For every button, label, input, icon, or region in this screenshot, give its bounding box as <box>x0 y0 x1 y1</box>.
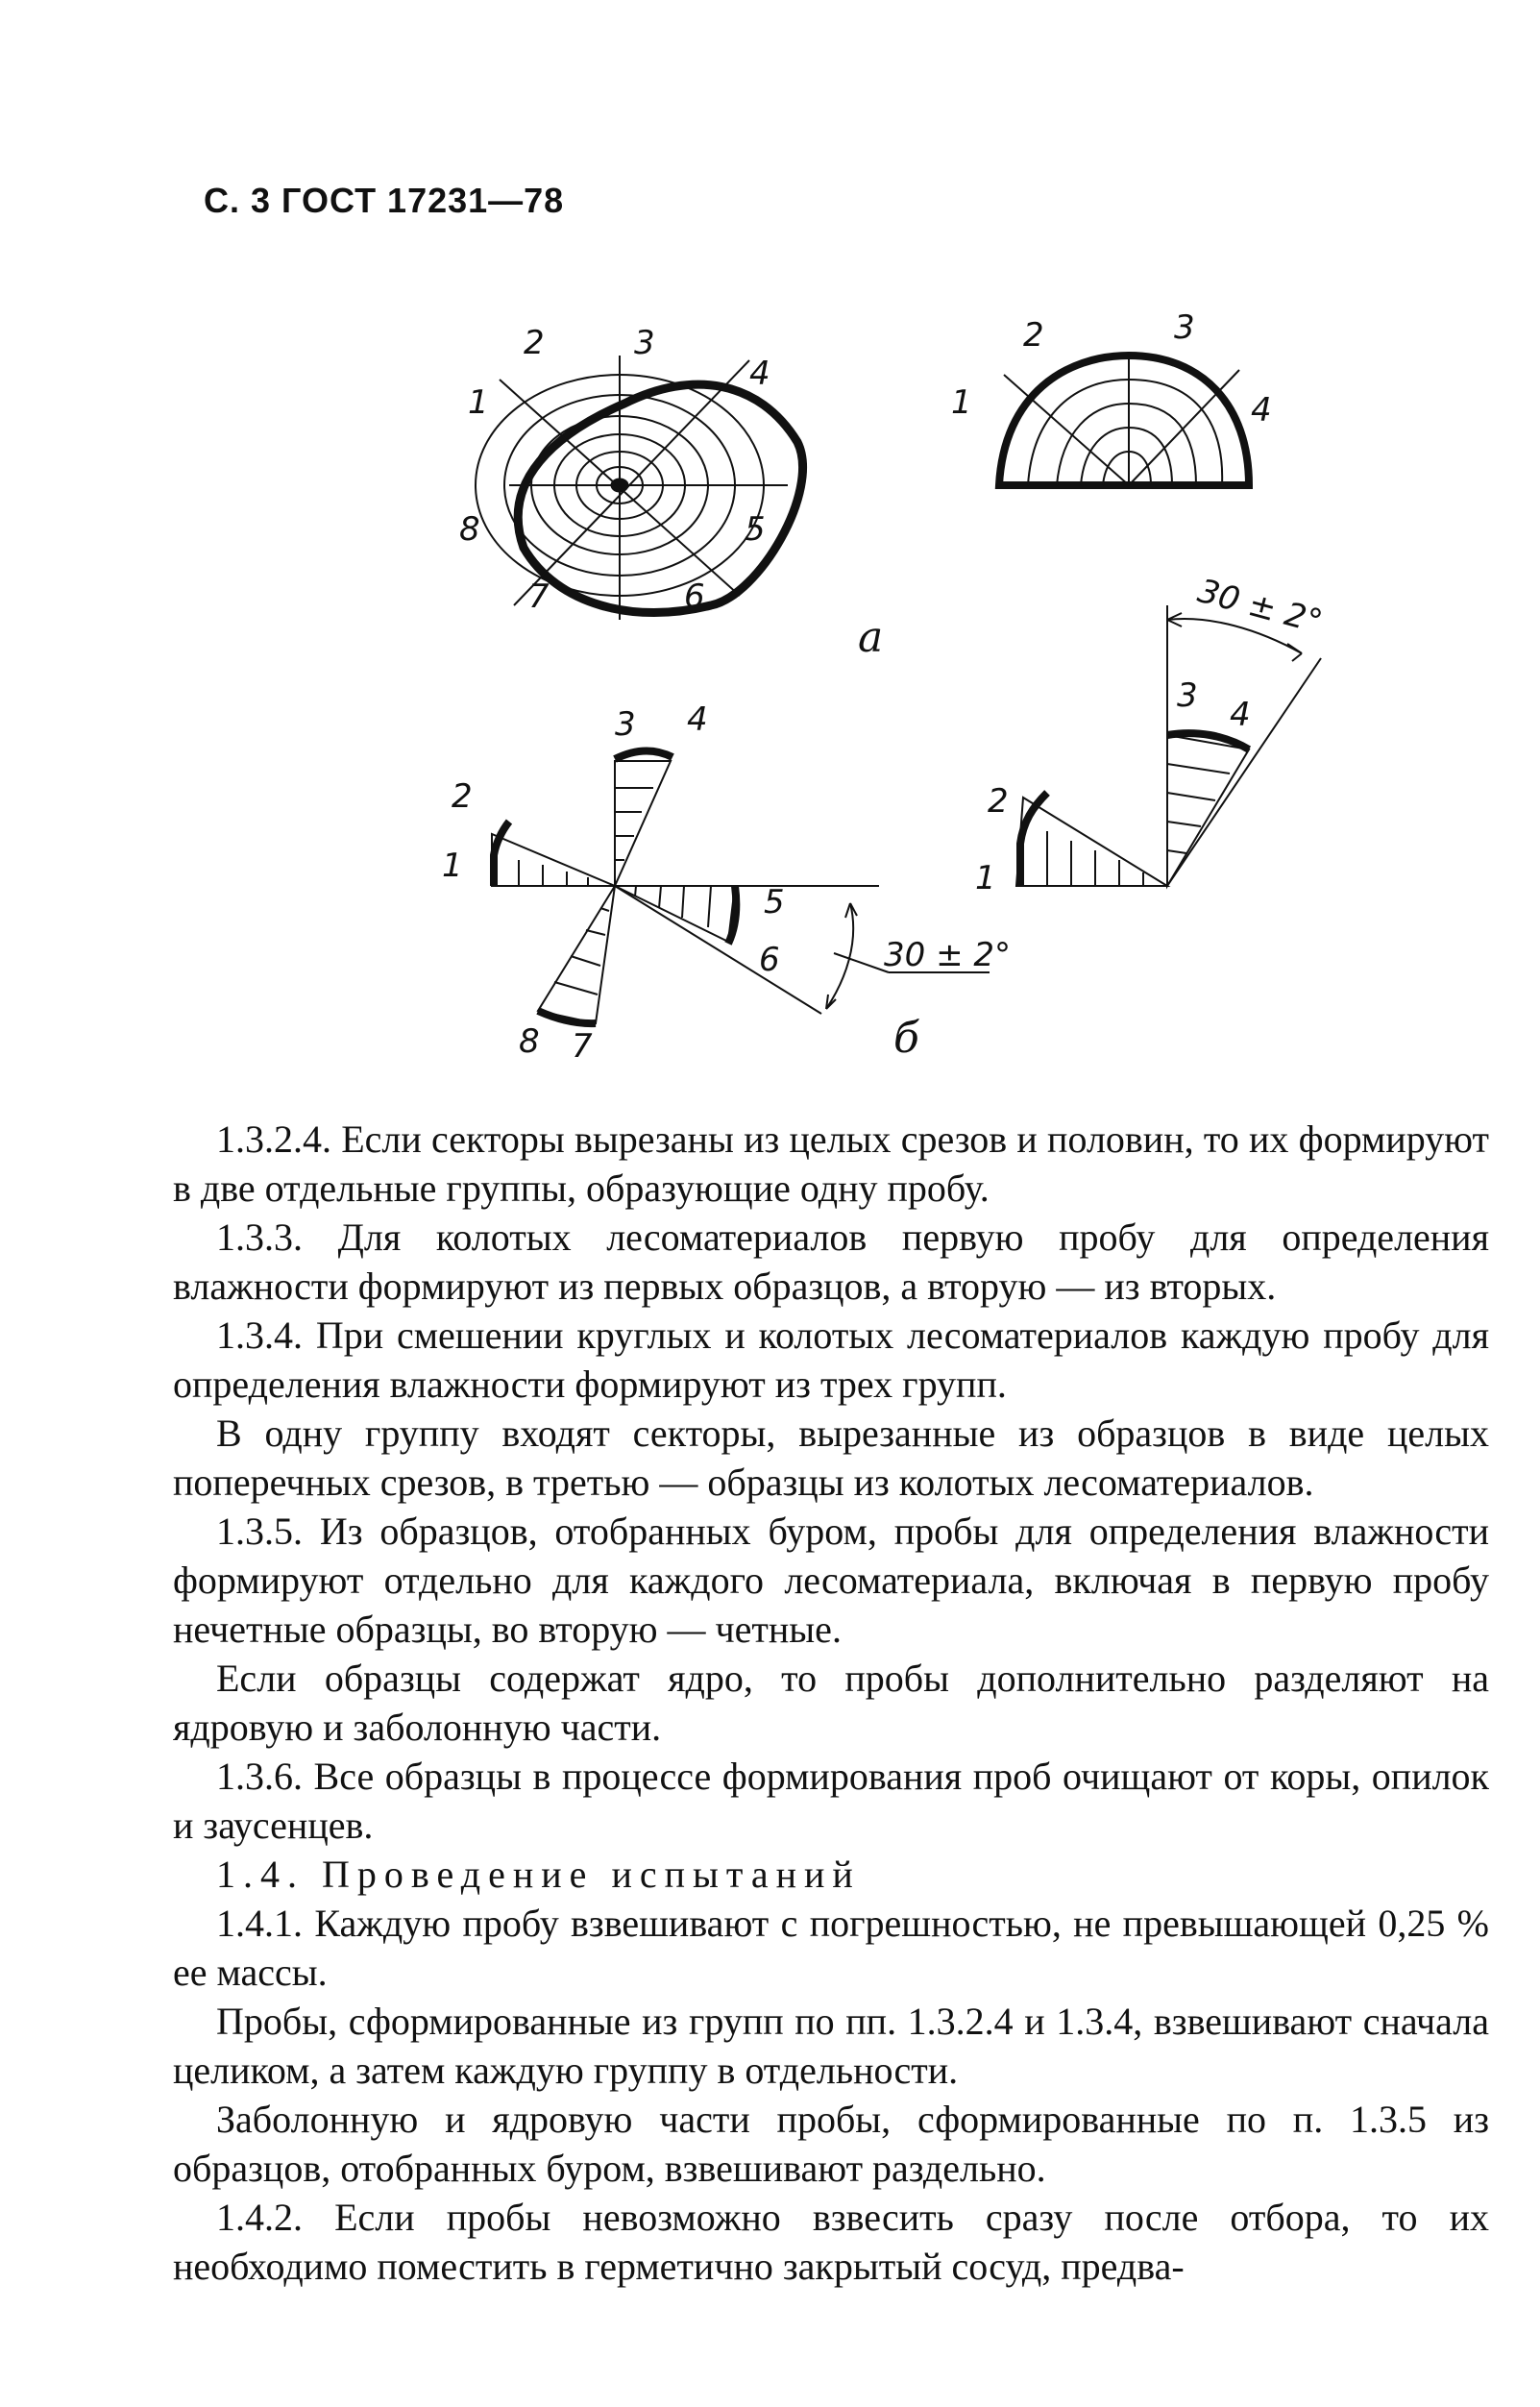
cross-label-6: 6 <box>759 941 780 979</box>
cross-sectors <box>492 750 879 1023</box>
paragraph-1-4-1-cont2: Заболонную и ядровую части пробы, сформированные по п. 1.3.5 из образцов, отобранных буром, взвешивают раздельно. <box>173 2098 1489 2190</box>
paragraph-1-3-4-cont: В одну группу входят секторы, вырезанные из образцов в виде целых поперечных срезов, в третью — образцы из колотых лесоматериалов. <box>173 1412 1489 1504</box>
paragraph-1-3-6: 1.3.6. Все образцы в процессе формирования проб очищают от коры, опилок и заусенцев. <box>173 1755 1489 1847</box>
figure-letter-a: а <box>858 613 884 662</box>
cross-label-3: 3 <box>615 705 636 744</box>
round-label-4: 4 <box>749 355 770 393</box>
round-label-6: 6 <box>684 577 705 616</box>
cross-label-1: 1 <box>442 847 463 885</box>
paragraph-1-4-1: 1.4.1. Каждую пробу взвешивают с погрешностью, не превышающей 0,25 % ее массы. <box>173 1902 1489 1994</box>
paragraph-1-3-5-cont: Если образцы содержат ядро, то пробы дополнительно разделяют на ядровую и заболонную части. <box>173 1657 1489 1749</box>
cross-label-7: 7 <box>572 1027 593 1066</box>
half-label-3: 3 <box>1174 308 1195 347</box>
body-text <box>173 1115 1489 2291</box>
paragraph-1-3-4: 1.3.4. При смешении круглых и колотых лесоматериалов каждую пробу для определения влажности формируют из трех групп. <box>173 1314 1489 1406</box>
paragraph-1-3-2-4: 1.3.2.4. Если секторы вырезаны из целых срезов и половин, то их формируют в две отдельные группы, образующие одну пробу. <box>173 1118 1489 1210</box>
round-label-8: 8 <box>459 510 480 549</box>
round-label-7: 7 <box>528 577 550 616</box>
half-label-1: 1 <box>951 383 972 422</box>
round-label-5: 5 <box>745 510 766 549</box>
round-label-1: 1 <box>468 383 489 422</box>
angle-label-3: 3 <box>1177 676 1198 715</box>
angle-label-1: 1 <box>975 859 996 897</box>
cross-label-2: 2 <box>452 777 473 816</box>
section-heading-1-4: 1.4. Проведение испытаний <box>216 1853 861 1896</box>
angle-top-label: 30 ± 2° <box>1193 572 1327 642</box>
angle-label-4: 4 <box>1230 696 1251 734</box>
round-section <box>476 356 803 620</box>
angle-sectors <box>1016 605 1321 886</box>
paragraph-1-3-5: 1.3.5. Из образцов, отобранных буром, пробы для определения влажности формируют отдельно для каждого лесоматериала, включая в первую пробу нечетные образцы, во вторую — четные. <box>173 1510 1489 1651</box>
figure-sampling-diagram <box>0 288 1540 1086</box>
half-label-4: 4 <box>1251 391 1272 430</box>
paragraph-1-4-2: 1.4.2. Если пробы невозможно взвесить сразу после отбора, то их необходимо поместить в герметично закрытый сосуд, предва- <box>173 2196 1489 2288</box>
round-label-2: 2 <box>524 324 545 362</box>
cross-label-4: 4 <box>687 700 708 739</box>
cross-angle-label: 30 ± 2° <box>884 936 1011 974</box>
half-section <box>999 356 1249 485</box>
half-label-2: 2 <box>1023 316 1044 355</box>
figure-letter-b: б <box>893 1014 919 1063</box>
cross-label-8: 8 <box>519 1022 540 1061</box>
cross-label-5: 5 <box>764 883 785 921</box>
page-header: С. 3 ГОСТ 17231—78 <box>204 181 565 220</box>
angle-sector-labels <box>975 676 1251 897</box>
half-section-labels <box>951 308 1272 430</box>
paragraph-1-3-3: 1.3.3. Для колотых лесоматериалов первую пробу для определения влажности формируют из первых образцов, а вторую — из вторых. <box>173 1216 1489 1308</box>
round-label-3: 3 <box>634 324 655 362</box>
paragraph-1-4-1-cont: Пробы, сформированные из групп по пп. 1.3.2.4 и 1.3.4, взвешивают сначала целиком, а затем каждую группу в отдельности. <box>173 2000 1489 2092</box>
angle-label-2: 2 <box>988 782 1009 821</box>
